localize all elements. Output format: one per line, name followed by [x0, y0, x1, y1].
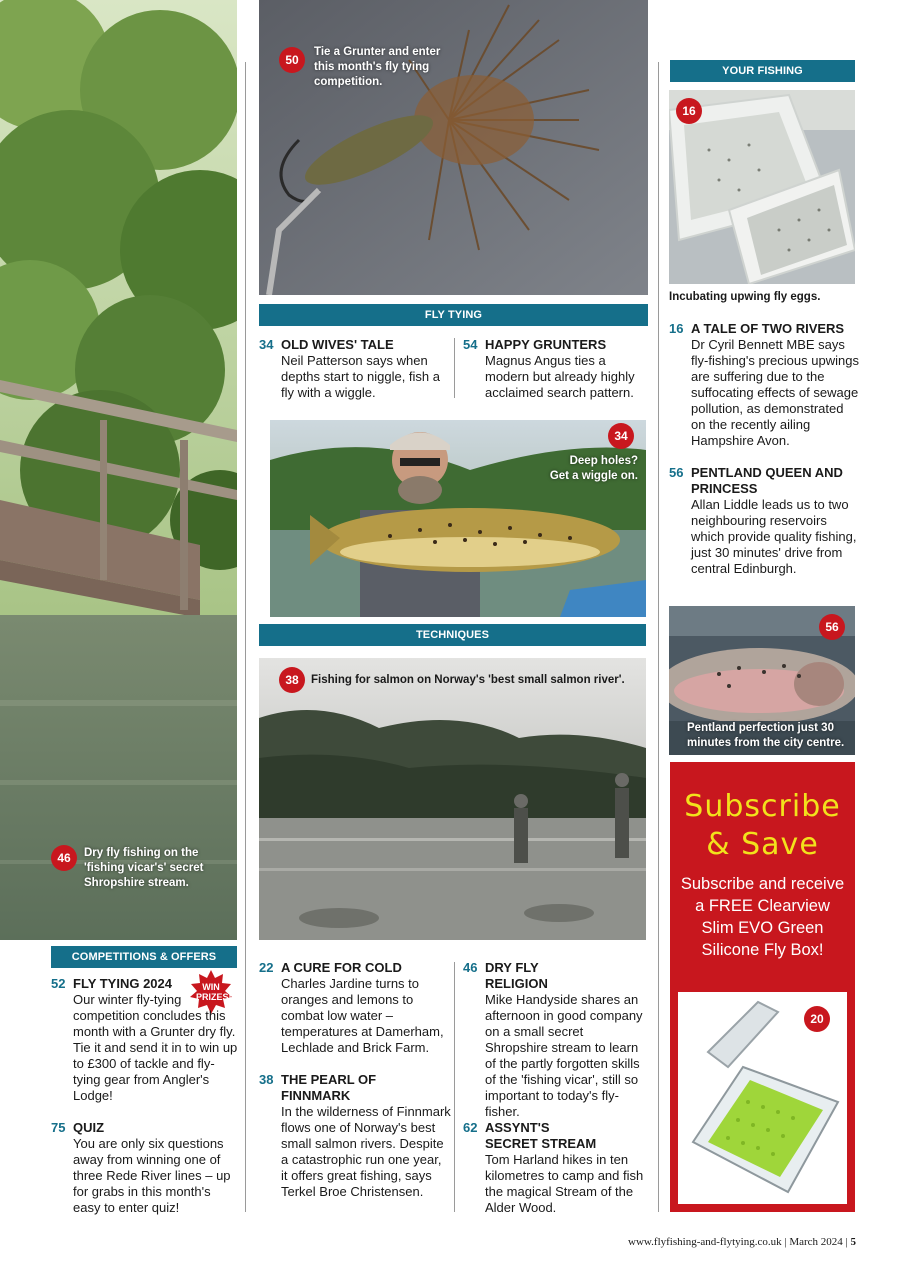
article-desc: Our winter fly-tying competition concludes this month with a Grunter dry fly. Tie it and send it in to win up to £300 of tackle and fly-tying gear from Angler's Lodge! — [73, 992, 238, 1103]
stream-photo-caption: Dry fly fishing on the 'fishing vicar's' secret Shropshire stream. — [84, 847, 204, 889]
article-desc: Mike Handyside shares an afternoon in good company on a small secret Shropshire stream to learn of the partly forgotten skills of the 'fishing vicar', still so important to today's fly-fisher. — [485, 992, 643, 1119]
subscribe-offer-text: Subscribe and receive a FREE Clearview Slim EVO Green Silicone Fly Box! — [680, 875, 845, 959]
footer-separator: | — [845, 1236, 848, 1248]
competitions-heading: COMPETITIONS & OFFERS — [51, 946, 237, 968]
trout-photo-caption: Deep holes? Get a wiggle on. — [549, 455, 638, 482]
article-desc: Neil Patterson says when depths start to niggle, fish a fly with a wiggle. — [281, 353, 440, 400]
stream-photo-badge: 46 — [51, 845, 77, 871]
article-desc: You are only six questions away from winning one of three Rede River lines – up for grabs in this month's easy to enter quiz! — [73, 1136, 231, 1215]
river-photo-badge: 38 — [279, 667, 305, 693]
page-number: 34 — [259, 337, 274, 352]
page-number: 56 — [669, 465, 684, 480]
article-title: THE PEARL OF FINNMARK — [281, 1072, 377, 1103]
rainbow-photo-caption: Pentland perfection just 30 minutes from the city centre. — [687, 722, 845, 749]
rainbow-photo-badge: 56 — [819, 614, 845, 640]
article-desc: Allan Liddle leads us to two neighbouring reservoirs which provide quality fishing, just 30 minutes' drive from central Edinburgh. — [691, 497, 857, 576]
page-number: 52 — [51, 976, 66, 991]
your-fishing-entry[interactable] — [669, 465, 859, 577]
article-desc: In the wilderness of Finnmark flows one of Norway's best small salmon rivers. Despite a catastrophic run one year, it offers great fishing, says Terkel Broe Christensen. — [281, 1104, 451, 1199]
page-footer — [600, 1236, 856, 1248]
river-photo-caption: Fishing for salmon on Norway's 'best small salmon river'. — [311, 674, 625, 686]
stream-photo — [0, 0, 237, 940]
page-number: 46 — [463, 960, 478, 975]
article-title: A CURE FOR COLD — [281, 960, 402, 975]
techniques-heading: TECHNIQUES — [259, 624, 646, 646]
fly-photo-badge: 50 — [279, 47, 305, 73]
subscribe-headline-2: & Save — [706, 827, 819, 862]
page-number: 16 — [669, 321, 684, 336]
column-divider — [454, 338, 455, 398]
fly-tying-entry[interactable] — [259, 337, 449, 401]
article-title: FLY TYING 2024 — [73, 976, 172, 991]
article-title: PENTLAND QUEEN AND PRINCESS — [691, 465, 843, 496]
article-desc: Dr Cyril Bennett MBE says fly-fishing's precious upwings are suffering due to the suffocating effects of sewage pollution, as demonstrated on the recently ailing Hampshire Avon. — [691, 337, 859, 448]
page-number: 62 — [463, 1120, 478, 1135]
subscribe-panel[interactable] — [670, 762, 855, 1212]
your-fishing-entry[interactable] — [669, 321, 859, 449]
eggs-photo-badge: 16 — [676, 98, 702, 124]
subscribe-headline: Subscribe — [684, 789, 841, 824]
page-number: 38 — [259, 1072, 274, 1087]
page-number: 75 — [51, 1120, 66, 1135]
competition-entry[interactable] — [51, 1120, 241, 1216]
column-divider — [658, 62, 659, 1212]
footer-page-number: 5 — [850, 1236, 856, 1248]
article-title: HAPPY GRUNTERS — [485, 337, 607, 352]
page-number: 22 — [259, 960, 274, 975]
your-fishing-heading: YOUR FISHING — [670, 60, 855, 82]
feature-entry[interactable] — [259, 1072, 451, 1200]
article-title: A TALE OF TWO RIVERS — [691, 321, 845, 336]
page-number: 54 — [463, 337, 478, 352]
column-divider — [454, 962, 455, 1212]
win-prizes-label: WIN PRIZES! — [196, 982, 232, 1002]
article-title: DRY FLY RELIGION — [485, 960, 548, 991]
article-desc: Tom Harland hikes in ten kilometres to camp and fish the magical Stream of the Alder Wood. — [485, 1152, 644, 1215]
feature-entry[interactable] — [463, 960, 649, 1120]
footer-url[interactable]: www.flyfishing-and-flytying.co.uk — [628, 1236, 782, 1248]
feature-entry[interactable] — [259, 960, 451, 1056]
trout-photo-badge: 34 — [608, 423, 634, 449]
salmon-river-photo — [259, 658, 646, 940]
fly-tying-heading: FLY TYING — [259, 304, 648, 326]
fly-photo-caption: Tie a Grunter and enter this month's fly tying competition. — [314, 46, 441, 88]
footer-date: March 2024 — [789, 1236, 843, 1248]
footer-separator: | — [784, 1236, 787, 1248]
article-desc: Magnus Angus ties a modern but already highly acclaimed search pattern. — [485, 353, 635, 400]
feature-entry[interactable] — [463, 1120, 649, 1216]
article-title: ASSYNT'S SECRET STREAM — [485, 1120, 597, 1151]
fly-tying-entry[interactable] — [463, 337, 643, 401]
brown-trout-photo — [270, 420, 646, 617]
article-desc: Charles Jardine turns to oranges and lemons to combat low water – temperatures at Damerham, Lechlade and Brick Farm. — [281, 976, 444, 1055]
column-divider — [245, 62, 246, 1212]
fly-box-badge: 20 — [804, 1006, 830, 1032]
article-title: QUIZ — [73, 1120, 105, 1135]
eggs-photo-caption: Incubating upwing fly eggs. — [669, 291, 821, 303]
article-title: OLD WIVES' TALE — [281, 337, 394, 352]
